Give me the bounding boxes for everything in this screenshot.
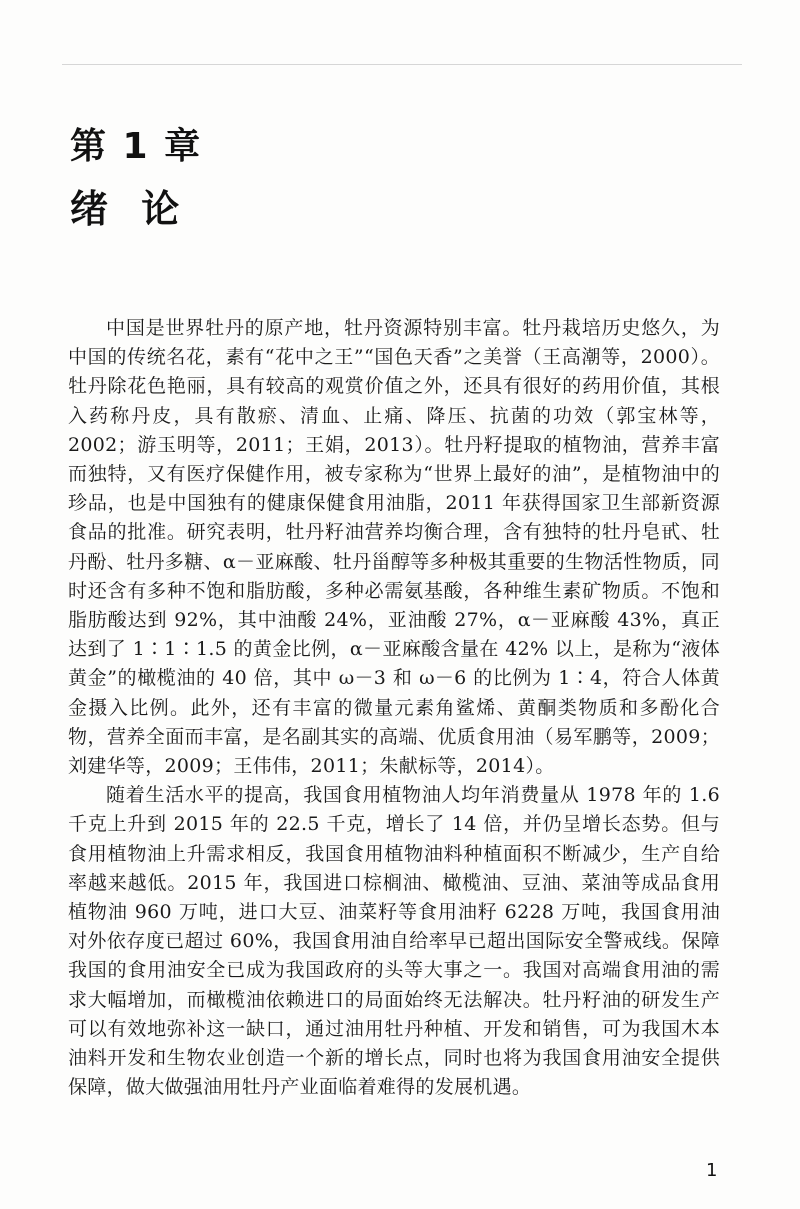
body-text <box>68 314 720 1102</box>
header-rule <box>62 64 742 65</box>
chapter-number: 第 1 章 <box>70 126 203 167</box>
page-number: 1 <box>706 1160 718 1181</box>
paragraph-2: 随着生活水平的提高，我国食用植物油人均年消费量从 1978 年的 1.6 千克上升到 2015 年的 22.5 千克，增长了 14 倍，并仍呈增长态势。但与食用植物油上升需求相反，我国食用植物油料种植面积不断减少，生产自给率越来越低。2015 年，我国进口棕榈油、橄榄油、豆油、菜油等成品食用植物油 960 万吨，进口大豆、油菜籽等食用油籽 6228 万吨，我国食用油对外依存度已超过 60%，我国食用油自给率早已超出国际安全警戒线。保障我国的食用油安全已成为我国政府的头等大事之一。我国对高端食用油的需求大幅增加，而橄榄油依赖进口的局面始终无法解决。牡丹籽油的研发生产可以有效地弥补这一缺口，通过油用牡丹种植、开发和销售，可为我国木本油料开发和生物农业创造一个新的增长点，同时也将为我国食用油安全提供保障，做大做强油用牡丹产业面临着难得的发展机遇。 <box>68 784 720 1099</box>
chapter-title: 绪 论 <box>70 187 190 231</box>
paragraph-1: 中国是世界牡丹的原产地，牡丹资源特别丰富。牡丹栽培历史悠久，为中国的传统名花，素有“花中之王”“国色天香”之美誉（王高潮等，2000）。牡丹除花色艳丽，具有较高的观赏价值之外，还具有很好的药用价值，其根入药称丹皮，具有散瘀、清血、止痛、降压、抗菌的功效（郭宝林等，2002；游玉明等，2011；王娟，2013）。牡丹籽提取的植物油，营养丰富而独特，又有医疗保健作用，被专家称为“世界上最好的油”，是植物油中的珍品，也是中国独有的健康保健食用油脂，2011 年获得国家卫生部新资源食品的批准。研究表明，牡丹籽油营养均衡合理，含有独特的牡丹皂甙、牡丹酚、牡丹多糖、α－亚麻酸、牡丹甾醇等多种极其重要的生物活性物质，同时还含有多种不饱和脂肪酸，多种必需氨基酸，各种维生素矿物质。不饱和脂肪酸达到 92%，其中油酸 24%，亚油酸 27%，α－亚麻酸 43%，真正达到了 1∶1∶1.5 的黄金比例，α－亚麻酸含量在 42% 以上，是称为“液体黄金”的橄榄油的 40 倍，其中 ω－3 和 ω－6 的比例为 1∶4，符合人体黄金摄入比例。此外，还有丰富的微量元素角鲨烯、黄酮类物质和多酚化合物，营养全面而丰富，是名副其实的高端、优质食用油（易军鹏等，2009；刘建华等，2009；王伟伟，2011；朱献标等，2014）。 <box>68 317 720 778</box>
